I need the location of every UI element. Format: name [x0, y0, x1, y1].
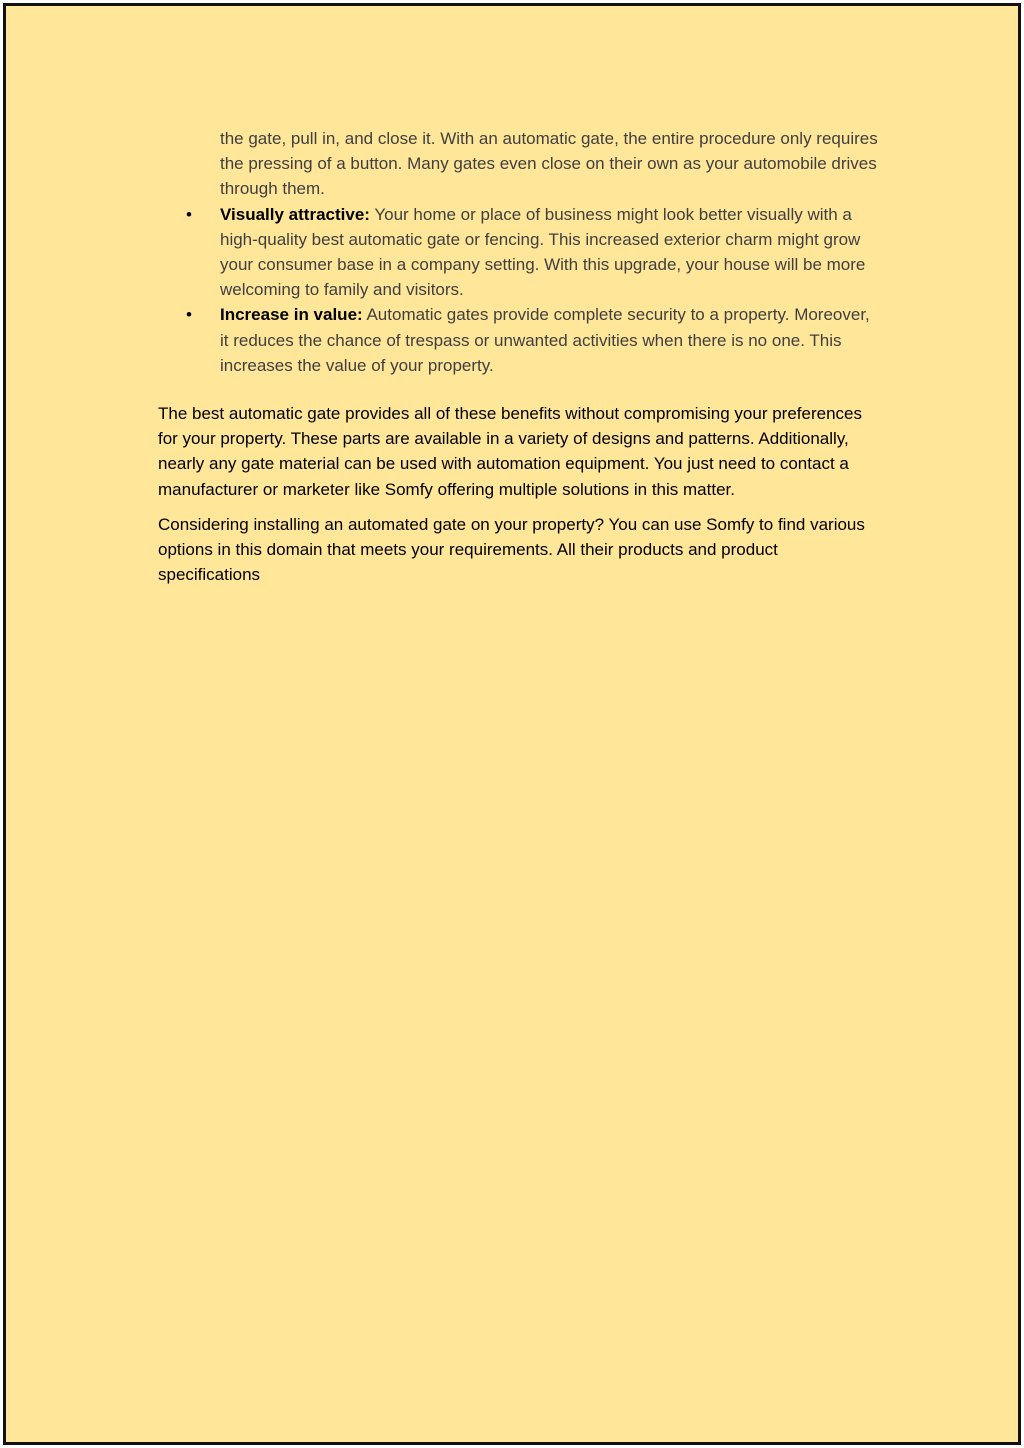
- bullet-marker: •: [186, 305, 192, 325]
- bullet-text: Automatic gates provide complete security to a property. Moreover, it reduces the chance of trespass or unwanted activities when there is no one. This increases the value of your property.: [220, 305, 870, 375]
- document-page: [3, 3, 1021, 1445]
- bullet-term: Increase in value:: [220, 305, 363, 325]
- list-item-visually-attractive: [158, 202, 878, 303]
- bullet-term: Visually attractive:: [220, 204, 370, 224]
- paragraph-benefits-summary: The best automatic gate provides all of these benefits without compromising your preferences for your property. These parts are available in a variety of designs and patterns. Additionally, nearly any gate material can be used with automation equipment. You just need to contact a manufacturer or marketer like Somfy offering multiple solutions in this matter.: [158, 404, 862, 499]
- list-item-continuation: [158, 126, 878, 202]
- list-item-increase-in-value: [158, 302, 878, 378]
- benefits-list: [158, 126, 878, 378]
- paragraph-somfy-options: Considering installing an automated gate on your property? You can use Somfy to find various options in this domain that meets your requirements. All their products and product specifications: [158, 514, 865, 585]
- continuation-text: the gate, pull in, and close it. With an automatic gate, the entire procedure only requires the pressing of a button. Many gates even close on their own as your automobile drives through them.: [220, 129, 878, 199]
- bullet-text: Your home or place of business might look better visually with a high-quality best automatic gate or fencing. This increased exterior charm might grow your consumer base in a company setting. With this upgrade, your house will be more welcoming to family and visitors.: [220, 204, 866, 300]
- bullet-marker: •: [186, 204, 192, 224]
- document-body: [158, 126, 878, 587]
